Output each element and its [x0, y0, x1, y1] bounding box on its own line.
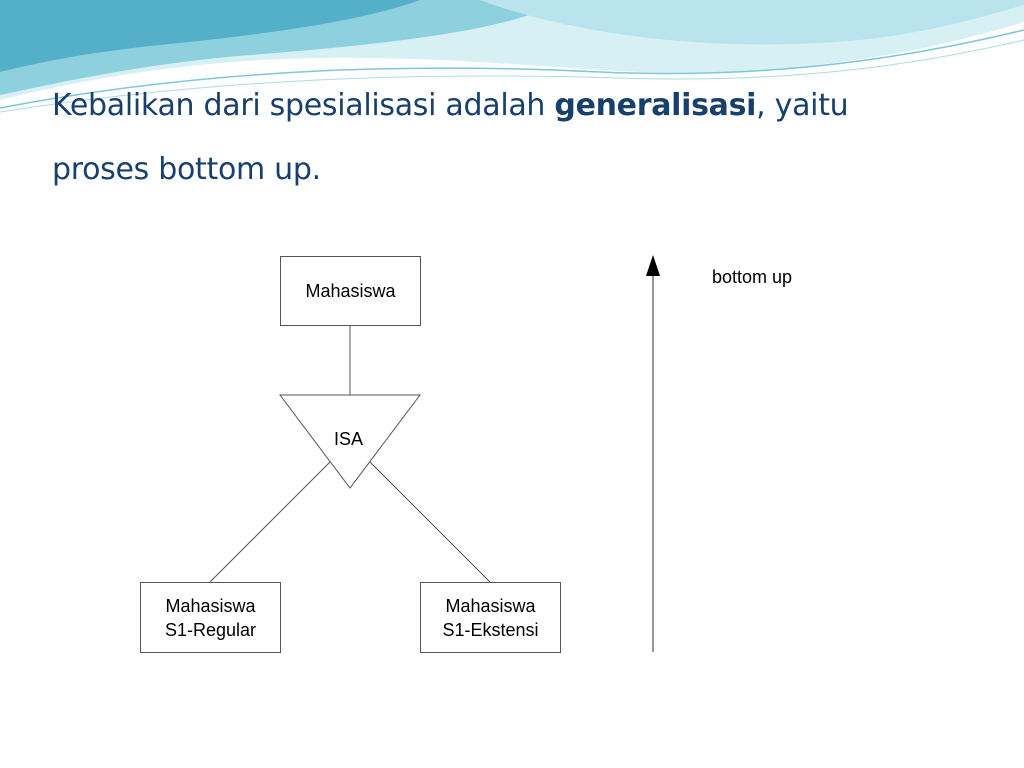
bottom-up-arrow-label: bottom up [712, 267, 793, 287]
entity-label-child-left-line1: Mahasiswa [165, 595, 256, 616]
title-bold-term: generalisasi [554, 88, 757, 123]
entity-label-child-right-line1: Mahasiswa [445, 595, 536, 616]
left-child-connector-line [210, 462, 330, 582]
title-text-start: Kebalikan dari spesialisasi adalah [52, 88, 555, 123]
right-child-connector-line [370, 462, 490, 582]
entity-label-child-left-line2: S1-Regular [164, 619, 257, 640]
entity-label-child-right-line2: S1-Ekstensi [442, 619, 539, 640]
entity-box-parent [280, 256, 421, 326]
entity-box-child-left [140, 582, 281, 653]
title-text-end: , yaitu proses bottom up. [52, 88, 849, 187]
entity-label-parent: Mahasiswa [305, 281, 396, 301]
entity-box-child-right [420, 582, 561, 653]
bottom-up-arrow-head-icon [646, 255, 660, 276]
isa-label: ISA [334, 429, 364, 449]
